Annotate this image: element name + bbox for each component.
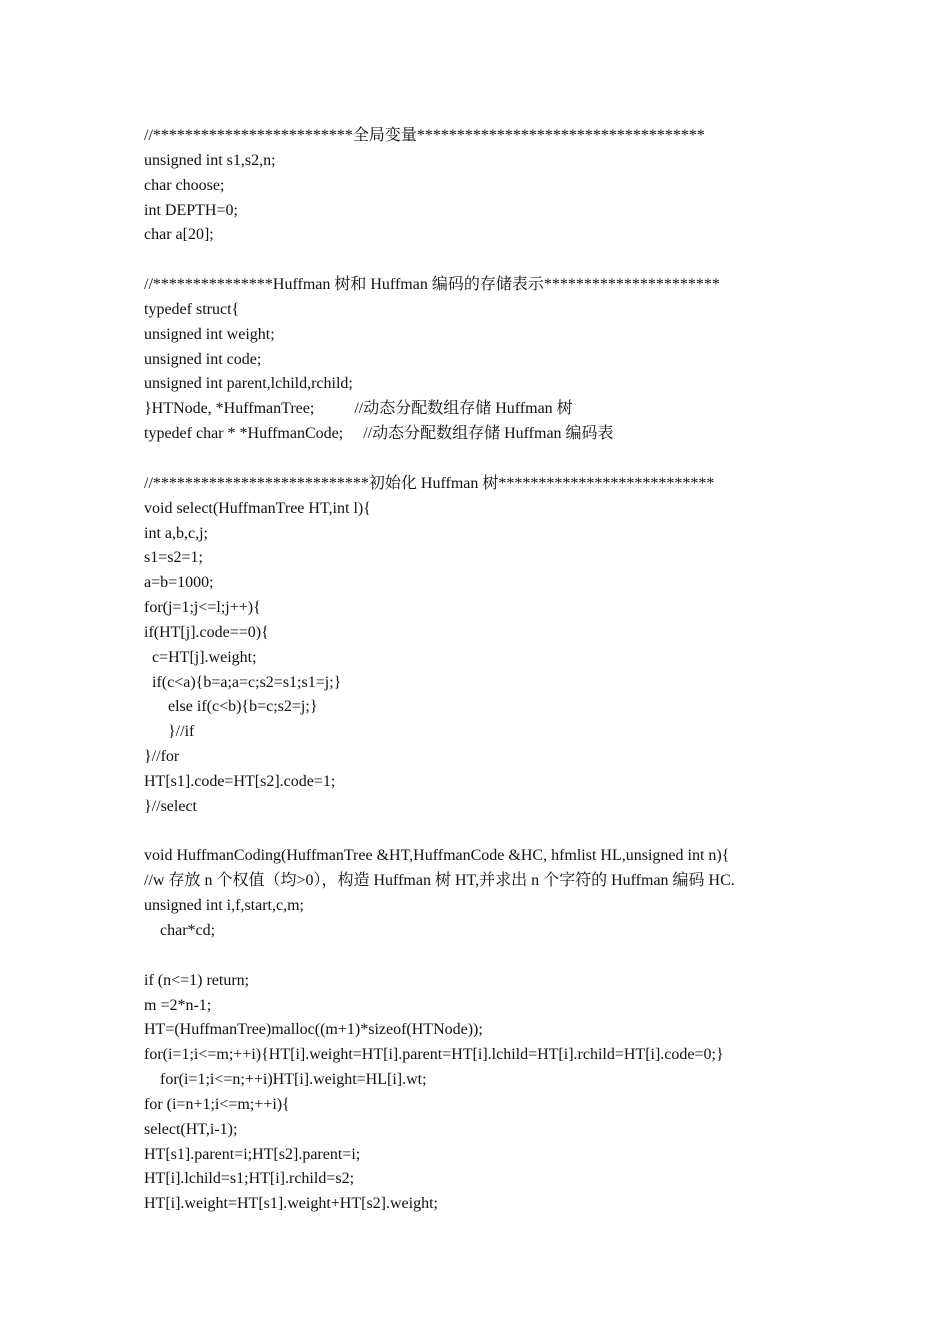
code-line: }HTNode, *HuffmanTree; //动态分配数组存储 Huffman 树	[144, 400, 573, 418]
code-line: s1=s2=1;	[144, 549, 203, 567]
code-line	[144, 248, 924, 273]
code-line: unsigned int weight;	[144, 325, 275, 343]
code-line: unsigned int code;	[144, 350, 262, 368]
code-line: HT[s1].parent=i;HT[s2].parent=i;	[144, 1145, 361, 1163]
code-line: void select(HuffmanTree HT,int l){	[144, 499, 371, 517]
code-line: int DEPTH=0;	[144, 201, 238, 219]
code-line: void HuffmanCoding(HuffmanTree &HT,HuffmanCode &HC, hfmlist HL,unsigned int n){	[144, 847, 730, 865]
code-line: unsigned int parent,lchild,rchild;	[144, 375, 353, 393]
code-line: else if(c<b){b=c;s2=j;}	[144, 698, 318, 716]
code-line: }//for	[144, 748, 180, 766]
code-line: }//select	[144, 797, 197, 815]
code-listing	[144, 124, 924, 1217]
code-line	[144, 820, 924, 845]
code-line: //***************Huffman 树和 Huffman 编码的存储表示**********************	[144, 276, 720, 294]
code-line: int a,b,c,j;	[144, 524, 208, 542]
code-line: select(HT,i-1);	[144, 1120, 238, 1138]
code-line: char a[20];	[144, 226, 214, 244]
code-line: HT[s1].code=HT[s2].code=1;	[144, 772, 336, 790]
code-line: //*************************全局变量************************************	[144, 127, 705, 144]
code-line: for(j=1;j<=l;j++){	[144, 599, 261, 617]
code-line: unsigned int i,f,start,c,m;	[144, 897, 304, 915]
code-line: HT[i].weight=HT[s1].weight+HT[s2].weight;	[144, 1195, 438, 1213]
code-line: a=b=1000;	[144, 574, 214, 592]
code-line: for(i=1;i<=m;++i){HT[i].weight=HT[i].parent=HT[i].lchild=HT[i].rchild=HT[i].code=0;}	[144, 1046, 724, 1064]
code-line: typedef struct{	[144, 300, 240, 318]
code-line: //w 存放 n 个权值（均>0），构造 Huffman 树 HT,并求出 n 个字符的 Huffman 编码 HC.	[144, 872, 735, 890]
code-line: //***************************初始化 Huffman 树***************************	[144, 474, 715, 492]
code-line	[144, 447, 924, 472]
code-line: c=HT[j].weight;	[144, 648, 257, 666]
code-line: for (i=n+1;i<=m;++i){	[144, 1095, 290, 1113]
code-line: char*cd;	[144, 922, 216, 939]
code-line: if(c<a){b=a;a=c;s2=s1;s1=j;}	[144, 673, 342, 691]
code-line: m =2*n-1;	[144, 996, 212, 1014]
code-line	[144, 944, 924, 969]
code-line: }//if	[144, 723, 195, 741]
code-line: if(HT[j].code==0){	[144, 623, 269, 641]
code-line: unsigned int s1,s2,n;	[144, 151, 276, 169]
code-line: if (n<=1) return;	[144, 971, 250, 989]
code-line: char choose;	[144, 176, 225, 194]
code-line: HT[i].lchild=s1;HT[i].rchild=s2;	[144, 1170, 355, 1188]
code-line: for(i=1;i<=n;++i)HT[i].weight=HL[i].wt;	[144, 1071, 427, 1089]
code-line: typedef char * *HuffmanCode; //动态分配数组存储 Huffman 编码表	[144, 425, 614, 443]
code-line: HT=(HuffmanTree)malloc((m+1)*sizeof(HTNode));	[144, 1021, 483, 1039]
